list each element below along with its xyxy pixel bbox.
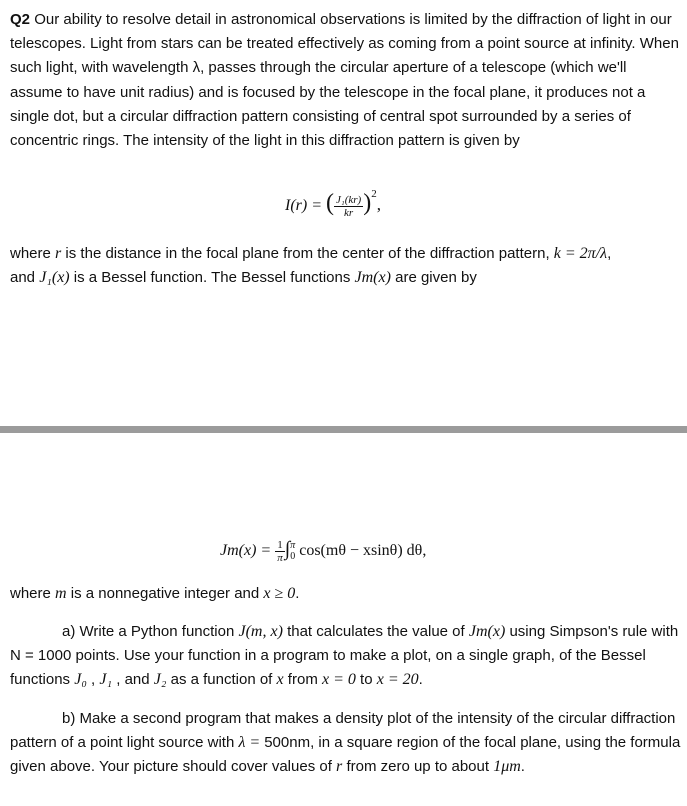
- bessel-equation: [220, 538, 426, 564]
- eq1-numerator: J₁(kr): [336, 193, 362, 206]
- eq2-upper: π: [290, 540, 296, 552]
- part-b-text1: b) Make a second program that makes a density plot of the intensity of the circular diffraction pattern of a point light source with: [10, 710, 676, 752]
- eq1-lhs: I(r) =: [285, 197, 327, 214]
- question-label: Q2: [10, 11, 31, 28]
- part-a-text6: to: [355, 671, 377, 689]
- part-a-j2: J₂: [153, 671, 167, 689]
- where2-m: m: [55, 585, 67, 602]
- eq1-denominator: kr: [344, 206, 354, 219]
- part-a-text5: from: [283, 671, 322, 689]
- intensity-equation: I(r) = ( $\frac{\text{J₁(kr)}}{kr}$ )$^2$,: [285, 188, 381, 219]
- part-a-to: x = 20: [376, 671, 419, 689]
- eq2-fraction: [275, 539, 285, 564]
- where2-b: is a nonnegative integer and: [66, 585, 264, 602]
- intro-text: Our ability to resolve detail in astronomical observations is limited by the diffraction of light in our telescopes. Light from stars can be treated effectively as coming from a point source at infinity. When such light, with wavelength λ, passes through the circular aperture of a telescope (which we'll assume to have unit radius) and is focused by the telescope in the focal plane, it produces not a single dot, but a circular diffraction pattern consisting of central spot surrounded by a series of concentric rings. The intensity of the light in this diffraction pattern is given by: [10, 11, 679, 150]
- part-a-text2: that calculates the value of: [282, 623, 469, 640]
- eq2-frac-num: 1: [277, 538, 283, 551]
- intro-paragraph: [10, 8, 682, 153]
- where1-kdef: k = 2π/λ: [553, 245, 608, 262]
- part-a-text7: .: [418, 671, 423, 689]
- part-a-text3: using Simpson's rule with N = 1000 points. Use your function in a program to make a plot, on a single graph, of the Bessel functions: [10, 623, 679, 689]
- eq1-exponent: 2: [371, 188, 377, 201]
- eq2-frac-den: π: [277, 551, 283, 564]
- part-b-lambda: λ =: [238, 734, 265, 752]
- part-b-um: 1μm: [493, 758, 521, 776]
- integral-sign: ∫: [284, 538, 291, 560]
- where1-jm: Jm(x): [354, 269, 391, 287]
- where1-e: is a Bessel function. The Bessel functions: [69, 269, 355, 287]
- where1-d: and: [10, 269, 40, 287]
- where2-c: .: [295, 585, 300, 602]
- part-b-text3: from zero up to about: [342, 758, 494, 776]
- part-b-r: r: [336, 758, 343, 776]
- part-b-lambda-value: 500nm: [264, 734, 311, 752]
- part-b-text2: , in a square region of the focal plane, using the formula given above. Your picture should cover values of: [10, 734, 681, 776]
- where1-f: are given by: [390, 269, 477, 287]
- nonneg-paragraph: [10, 582, 682, 606]
- where1-r: r: [55, 245, 62, 262]
- where2-a: where: [10, 585, 56, 602]
- page-divider: [0, 426, 687, 433]
- question-intro: [10, 8, 682, 153]
- part-a-x: x: [276, 671, 284, 689]
- definition-paragraph: [10, 242, 682, 290]
- where1-a: where: [10, 245, 56, 262]
- part-a-j1: J₁: [99, 671, 113, 689]
- part-a-f2: Jm(x): [468, 623, 506, 640]
- part-a-from: x = 0: [321, 671, 356, 689]
- part-b: [10, 707, 682, 780]
- part-b-text4: .: [520, 758, 525, 776]
- part-a-sep1: ,: [86, 671, 100, 689]
- part-a-f1: J(m, x): [238, 623, 283, 640]
- eq2-lhs: Jm(x) =: [220, 542, 276, 559]
- eq2-body: cos(mθ − xsinθ) dθ,: [295, 542, 427, 559]
- where1-b: is the distance in the focal plane from the center of the diffraction pattern,: [61, 245, 554, 262]
- where1-j1: J₁(x): [39, 269, 70, 287]
- part-a-text4: as a function of: [166, 671, 277, 689]
- where2-cond: x ≥ 0: [263, 585, 296, 602]
- eq1-fraction: [334, 194, 363, 219]
- part-a-text1: a) Write a Python function: [62, 623, 239, 640]
- part-a: [10, 620, 682, 693]
- part-a-j0: J₀: [74, 671, 87, 689]
- where1-c: ,: [607, 245, 612, 262]
- eq2-lower: 0: [290, 551, 296, 563]
- eq1-comma: ,: [376, 195, 381, 214]
- part-a-sep2: , and: [112, 671, 154, 689]
